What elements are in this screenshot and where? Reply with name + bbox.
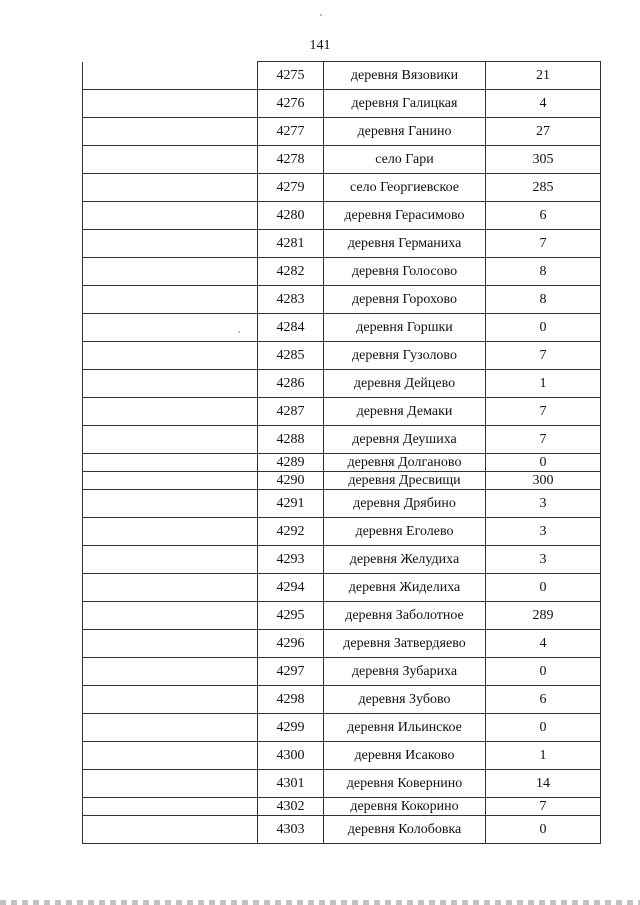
- blank-cell: [83, 686, 258, 714]
- settlement-name-cell: деревня Долганово: [324, 454, 486, 472]
- table-row: [83, 342, 601, 370]
- table-row: [83, 174, 601, 202]
- value-cell: 0: [486, 658, 601, 686]
- blank-cell: [83, 342, 258, 370]
- row-number-cell: 4277: [258, 118, 324, 146]
- settlement-name-cell: деревня Демаки: [324, 398, 486, 426]
- value-cell: 285: [486, 174, 601, 202]
- table-row: [83, 546, 601, 574]
- scan-speck: [320, 14, 322, 16]
- table-row: [83, 630, 601, 658]
- row-number-cell: 4286: [258, 370, 324, 398]
- value-cell: 0: [486, 714, 601, 742]
- row-number-cell: 4284: [258, 314, 324, 342]
- value-cell: 3: [486, 546, 601, 574]
- value-cell: 21: [486, 62, 601, 90]
- row-number-cell: 4280: [258, 202, 324, 230]
- blank-cell: [83, 714, 258, 742]
- settlement-name-cell: деревня Германиха: [324, 230, 486, 258]
- settlement-name-cell: деревня Заболотное: [324, 602, 486, 630]
- blank-cell: [83, 314, 258, 342]
- settlement-name-cell: деревня Голосово: [324, 258, 486, 286]
- table-row: [83, 454, 601, 472]
- settlement-name-cell: село Георгиевское: [324, 174, 486, 202]
- value-cell: 7: [486, 398, 601, 426]
- table-row: [83, 742, 601, 770]
- blank-cell: [83, 798, 258, 816]
- value-cell: 7: [486, 426, 601, 454]
- settlement-name-cell: деревня Ильинское: [324, 714, 486, 742]
- blank-cell: [83, 574, 258, 602]
- row-number-cell: 4300: [258, 742, 324, 770]
- blank-cell: [83, 370, 258, 398]
- value-cell: 305: [486, 146, 601, 174]
- table-row: [83, 714, 601, 742]
- row-number-cell: 4297: [258, 658, 324, 686]
- table-row: [83, 202, 601, 230]
- value-cell: 7: [486, 342, 601, 370]
- blank-cell: [83, 118, 258, 146]
- settlement-name-cell: деревня Вязовики: [324, 62, 486, 90]
- settlement-name-cell: деревня Желудиха: [324, 546, 486, 574]
- blank-cell: [83, 602, 258, 630]
- row-number-cell: 4293: [258, 546, 324, 574]
- row-number-cell: 4288: [258, 426, 324, 454]
- table-row: [83, 286, 601, 314]
- row-number-cell: 4301: [258, 770, 324, 798]
- settlement-name-cell: деревня Жиделиха: [324, 574, 486, 602]
- table-row: [83, 398, 601, 426]
- value-cell: 7: [486, 798, 601, 816]
- value-cell: 4: [486, 630, 601, 658]
- value-cell: 7: [486, 230, 601, 258]
- table-row: [83, 370, 601, 398]
- value-cell: 8: [486, 258, 601, 286]
- row-number-cell: 4287: [258, 398, 324, 426]
- table-row: [83, 146, 601, 174]
- table-row: [83, 314, 601, 342]
- blank-cell: [83, 146, 258, 174]
- table-row: [83, 472, 601, 490]
- table-row: [83, 258, 601, 286]
- value-cell: 289: [486, 602, 601, 630]
- value-cell: 27: [486, 118, 601, 146]
- value-cell: 1: [486, 370, 601, 398]
- settlement-name-cell: село Гари: [324, 146, 486, 174]
- blank-cell: [83, 258, 258, 286]
- row-number-cell: 4295: [258, 602, 324, 630]
- table-row: [83, 62, 601, 90]
- blank-cell: [83, 816, 258, 844]
- table-row: [83, 770, 601, 798]
- row-number-cell: 4275: [258, 62, 324, 90]
- settlement-name-cell: деревня Горохово: [324, 286, 486, 314]
- settlement-name-cell: деревня Горшки: [324, 314, 486, 342]
- blank-cell: [83, 174, 258, 202]
- blank-cell: [83, 770, 258, 798]
- table-row: [83, 686, 601, 714]
- row-number-cell: 4292: [258, 518, 324, 546]
- row-number-cell: 4281: [258, 230, 324, 258]
- blank-cell: [83, 90, 258, 118]
- row-number-cell: 4278: [258, 146, 324, 174]
- row-number-cell: 4291: [258, 490, 324, 518]
- row-number-cell: 4289: [258, 454, 324, 472]
- settlement-name-cell: деревня Герасимово: [324, 202, 486, 230]
- settlement-name-cell: деревня Затвердяево: [324, 630, 486, 658]
- row-number-cell: 4283: [258, 286, 324, 314]
- blank-cell: [83, 658, 258, 686]
- settlements-table-body: [83, 62, 601, 844]
- value-cell: 3: [486, 490, 601, 518]
- table-row: [83, 574, 601, 602]
- value-cell: 0: [486, 574, 601, 602]
- table-row: [83, 602, 601, 630]
- scan-artifact-line: [0, 900, 640, 905]
- value-cell: 0: [486, 314, 601, 342]
- settlement-name-cell: деревня Исаково: [324, 742, 486, 770]
- table-row: [83, 230, 601, 258]
- settlement-name-cell: деревня Зубариха: [324, 658, 486, 686]
- row-number-cell: 4296: [258, 630, 324, 658]
- blank-cell: [83, 630, 258, 658]
- row-number-cell: 4279: [258, 174, 324, 202]
- settlement-name-cell: деревня Кокорино: [324, 798, 486, 816]
- row-number-cell: 4298: [258, 686, 324, 714]
- settlement-name-cell: деревня Дейцево: [324, 370, 486, 398]
- table-row: [83, 816, 601, 844]
- blank-cell: [83, 454, 258, 472]
- value-cell: 300: [486, 472, 601, 490]
- settlement-name-cell: деревня Еголево: [324, 518, 486, 546]
- value-cell: 3: [486, 518, 601, 546]
- table-row: [83, 118, 601, 146]
- row-number-cell: 4303: [258, 816, 324, 844]
- table-row: [83, 658, 601, 686]
- blank-cell: [83, 490, 258, 518]
- settlements-table: [82, 61, 601, 844]
- page-number: 141: [309, 38, 331, 53]
- table-row: [83, 426, 601, 454]
- blank-cell: [83, 202, 258, 230]
- row-number-cell: 4282: [258, 258, 324, 286]
- blank-cell: [83, 742, 258, 770]
- blank-cell: [83, 62, 258, 90]
- value-cell: 4: [486, 90, 601, 118]
- settlements-table-container: [82, 61, 600, 844]
- table-row: [83, 518, 601, 546]
- row-number-cell: 4294: [258, 574, 324, 602]
- value-cell: 6: [486, 686, 601, 714]
- settlement-name-cell: деревня Ганино: [324, 118, 486, 146]
- value-cell: 14: [486, 770, 601, 798]
- settlement-name-cell: деревня Ковернино: [324, 770, 486, 798]
- settlement-name-cell: деревня Дрябино: [324, 490, 486, 518]
- table-row: [83, 490, 601, 518]
- row-number-cell: 4299: [258, 714, 324, 742]
- blank-cell: [83, 230, 258, 258]
- settlement-name-cell: деревня Деушиха: [324, 426, 486, 454]
- row-number-cell: 4302: [258, 798, 324, 816]
- blank-cell: [83, 472, 258, 490]
- row-number-cell: 4276: [258, 90, 324, 118]
- table-row: [83, 798, 601, 816]
- blank-cell: [83, 518, 258, 546]
- row-number-cell: 4290: [258, 472, 324, 490]
- table-row: [83, 90, 601, 118]
- value-cell: 1: [486, 742, 601, 770]
- value-cell: 6: [486, 202, 601, 230]
- settlement-name-cell: деревня Дресвищи: [324, 472, 486, 490]
- row-number-cell: 4285: [258, 342, 324, 370]
- settlement-name-cell: деревня Зубово: [324, 686, 486, 714]
- blank-cell: [83, 426, 258, 454]
- blank-cell: [83, 286, 258, 314]
- value-cell: 0: [486, 454, 601, 472]
- settlement-name-cell: деревня Гузолово: [324, 342, 486, 370]
- settlement-name-cell: деревня Галицкая: [324, 90, 486, 118]
- blank-cell: [83, 398, 258, 426]
- blank-cell: [83, 546, 258, 574]
- value-cell: 8: [486, 286, 601, 314]
- value-cell: 0: [486, 816, 601, 844]
- settlement-name-cell: деревня Колобовка: [324, 816, 486, 844]
